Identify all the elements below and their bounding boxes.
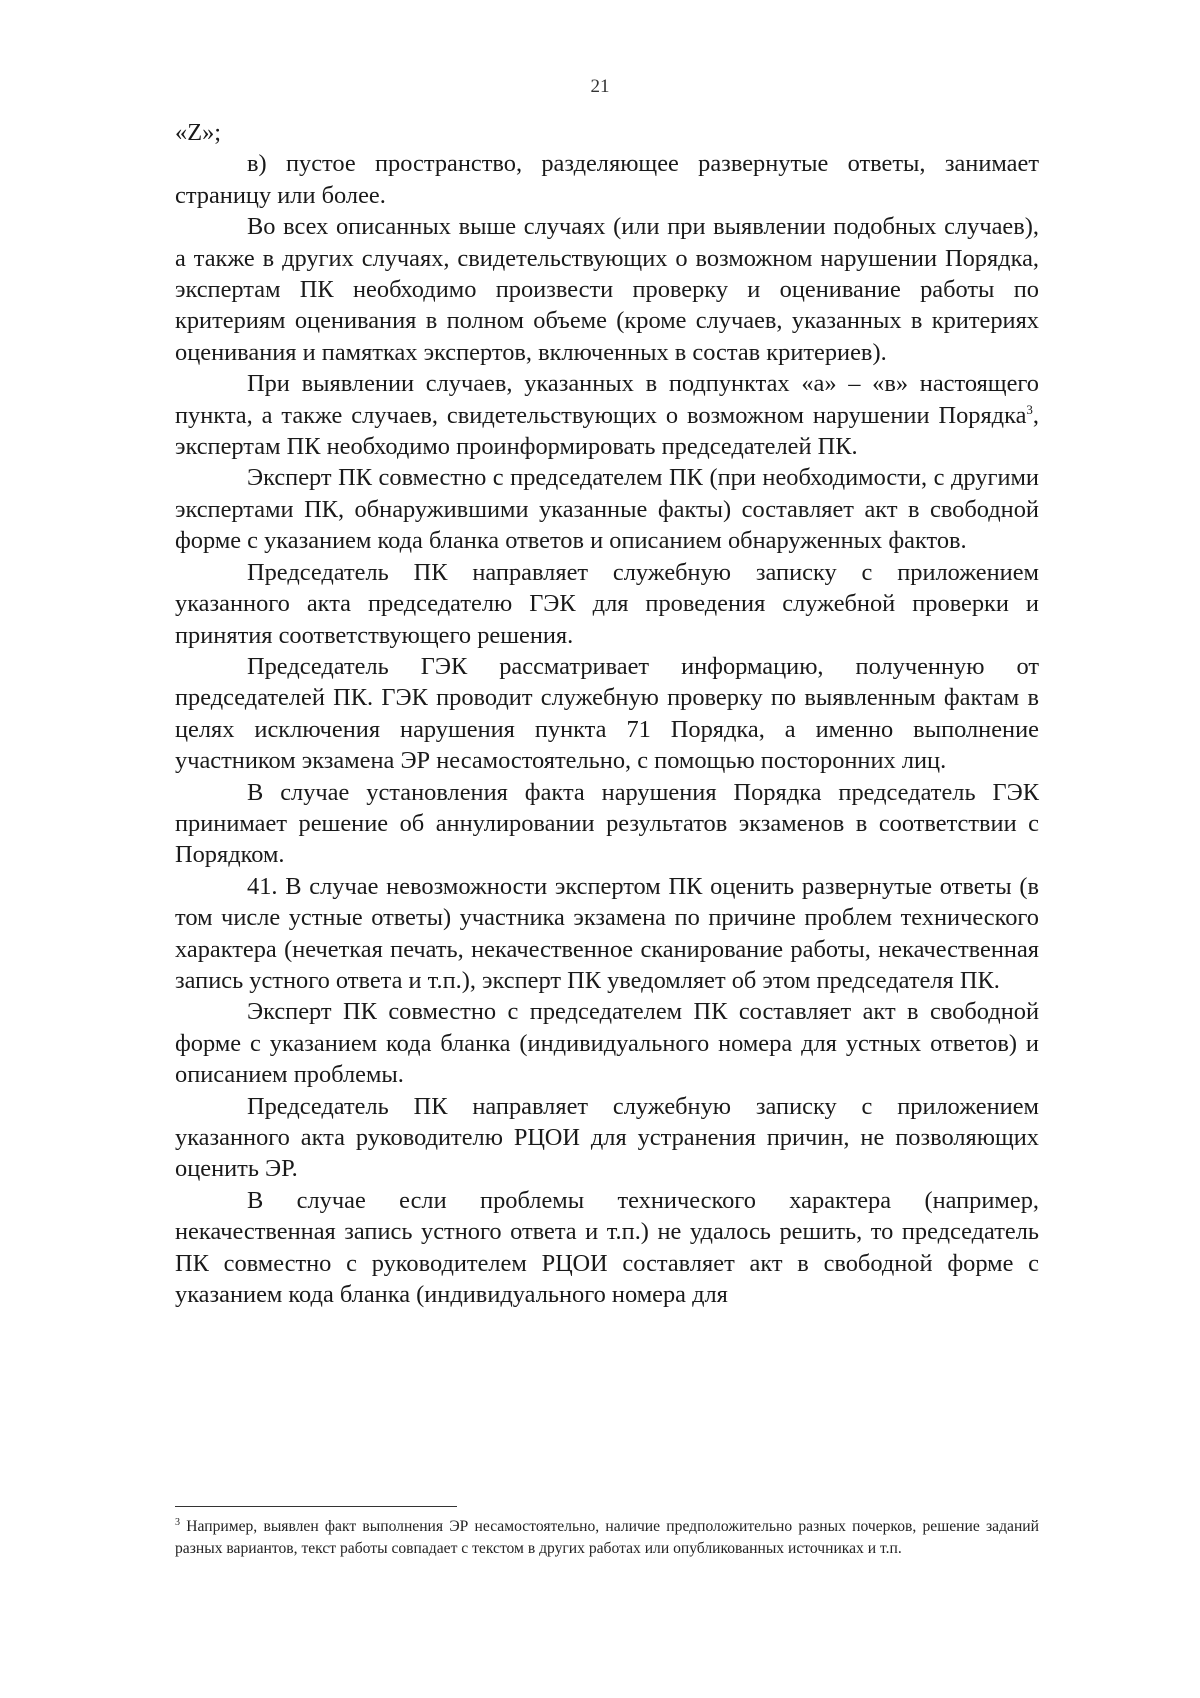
paragraph-gek-review: Председатель ГЭК рассматривает информацию, полученную от председателей ПК. ГЭК проводит служебную проверку по выявленным фактам в целях исключения нарушения пункта 71 Порядка, а именно выполнение участником экзамена ЭР несамостоятельно, с помощью посторонних лиц. [175,652,1039,775]
paragraph-expert-act: Эксперт ПК совместно с председателем ПК (при необходимости, с другими экспертами ПК, обнаружившими указанные факты) составляет акт в свободной форме с указанием кода бланка ответов и описанием обнаруженных фактов. [175,464,1039,555]
paragraph-inform-chairs-text: При выявлении случаев, указанных в подпунктах «а» – «в» настоящего пункта, а также случаев, свидетельствующих о возможном нарушении Порядка [175,370,1039,429]
footnote [175,1516,1039,1560]
paragraph-all-cases: Во всех описанных выше случаях (или при выявлении подобных случаев), а также в других случаях, свидетельствующих о возможном нарушении Порядка, экспертам ПК необходимо произвести проверку и оценивание работы по критериям оценивания в полном объеме (кроме случаев, указанных в критериях оценивания и памятках экспертов, включенных в состав критериев). [175,213,1039,366]
document-body [175,117,1039,1310]
paragraph-z-continuation: «Z»; [175,119,222,146]
footnote-marker: 3 [175,1516,180,1528]
paragraph-inform-chairs-text-end: , экспертам ПК необходимо проинформировать председателей ПК. [175,401,1039,461]
paragraph-chair-memo-rcoi: Председатель ПК направляет служебную записку с приложением указанного акта руководителю РЦОИ для устранения причин, не позволяющих оценить ЭР. [175,1092,1039,1183]
paragraph-chair-memo: Председатель ПК направляет служебную записку с приложением указанного акта председателю ГЭК для проведения служебной проверки и принятия соответствующего решения. [175,558,1039,649]
paragraph-expert-act-problem: Эксперт ПК совместно с председателем ПК составляет акт в свободной форме с указанием кода бланка (индивидуального номера для устных ответов) и описанием проблемы. [175,998,1039,1089]
footnote-text: Например, выявлен факт выполнения ЭР несамостоятельно, наличие предположительно разных почерков, решение заданий разных вариантов, текст работы совпадает с текстом в других работах или опубликованных источниках и т.п. [175,1518,1039,1557]
paragraph-item-v: в) пустое пространство, разделяющее развернутые ответы, занимает страницу или более. [175,150,1039,209]
paragraph-annulment: В случае установления факта нарушения Порядка председатель ГЭК принимает решение об аннулировании результатов экзаменов в соответствии с Порядком. [175,778,1039,869]
paragraph-item-41: 41. В случае невозможности экспертом ПК оценить развернутые ответы (в том числе устные ответы) участника экзамена по причине проблем технического характера (нечеткая печать, некачественное сканирование работы, некачественная запись устного ответа и т.п.), эксперт ПК уведомляет об этом председателя ПК. [175,872,1039,994]
paragraph-inform-chairs [175,368,1039,462]
paragraph-unresolved-problems: В случае если проблемы технического характера (например, некачественная запись устного ответа и т.п.) не удалось решить, то председатель ПК совместно с руководителем РЦОИ составляет акт в свободной форме с указанием кода бланка (индивидуального номера для [175,1186,1039,1309]
footnote-divider [175,1506,457,1507]
footnote-reference: 3 [1026,401,1033,417]
page-number: 21 [590,76,610,97]
